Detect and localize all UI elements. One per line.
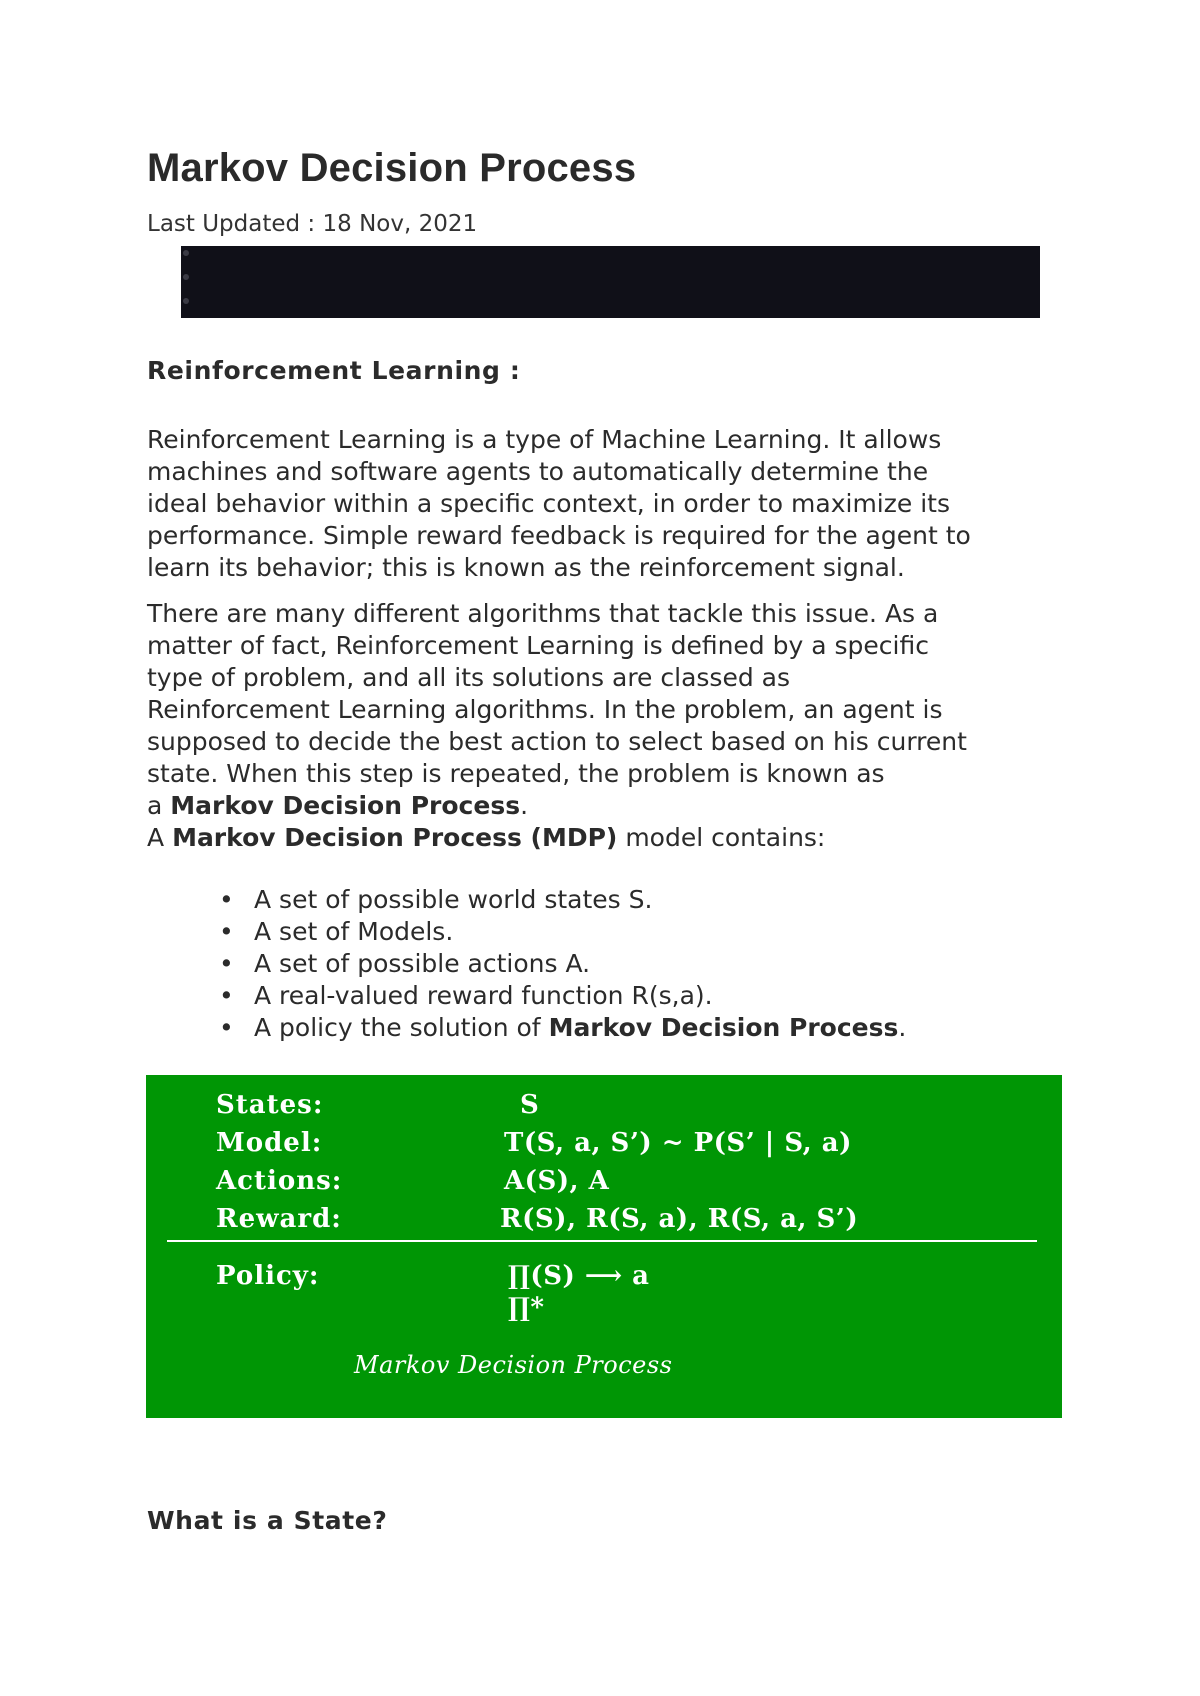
actions-label: Actions: [216,1166,343,1196]
list-item-text: . [898,1013,907,1042]
mdp-summary-figure [146,1075,1062,1418]
paragraph-rl-algorithms [147,598,1067,854]
text-line [147,822,1067,854]
text-line: Reinforcement Learning is a type of Machine Learning. It allows [147,425,942,454]
text-run: a [147,791,171,820]
text-line: learn its behavior; this is known as the reinforcement signal. [147,553,905,582]
list-item [147,916,906,948]
text-line [147,790,1067,822]
bold-term: Markov Decision Process (MDP) [172,823,618,852]
list-item [147,948,906,980]
reward-label: Reward: [216,1204,342,1234]
list-item-text: A policy the solution of [254,1013,549,1042]
bar-dot [183,298,189,304]
text-run: model contains: [617,823,826,852]
model-label: Model: [216,1128,323,1158]
redacted-toolbar [181,246,1040,318]
paragraph-rl-intro [147,424,1067,584]
states-label: States: [216,1090,324,1120]
list-item-text: A set of possible actions A. [254,949,591,978]
text-line: performance. Simple reward feedback is required for the agent to [147,521,971,550]
page-title: Markov Decision Process [147,146,637,190]
list-item [147,980,906,1012]
bullet-icon: • [219,885,234,914]
figure-caption: Markov Decision Process [354,1351,673,1379]
heading-what-is-a-state: What is a State? [147,1506,388,1535]
bar-dot [183,250,189,256]
bar-dot [183,274,189,280]
model-value: T(S, a, S’) ~ P(S’ | S, a) [504,1128,852,1158]
text-line: ideal behavior within a specific context, in order to maximize its [147,489,950,518]
text-run: A [147,823,173,852]
bullet-icon: • [219,917,234,946]
actions-value: A(S), A [504,1166,610,1196]
text-run: . [520,791,529,820]
text-line: machines and software agents to automatically determine the [147,457,929,486]
heading-reinforcement-learning: Reinforcement Learning : [147,356,521,385]
policy-value: ∏(S) ⟶ a [508,1261,650,1291]
list-item-text: A set of Models. [254,917,454,946]
policy-label: Policy: [216,1261,320,1291]
states-value: S [520,1090,540,1120]
text-line: Reinforcement Learning algorithms. In the problem, an agent is [147,695,943,724]
bold-term: Markov Decision Process [548,1013,899,1042]
text-line: type of problem, and all its solutions are classed as [147,663,790,692]
list-item [147,884,906,916]
list-item [147,1012,906,1044]
text-line: state. When this step is repeated, the problem is known as [147,759,885,788]
text-line: There are many different algorithms that tackle this issue. As a [147,599,939,628]
divider [167,1240,1037,1242]
last-updated: Last Updated : 18 Nov, 2021 [147,211,478,237]
bullet-icon: • [219,981,234,1010]
mdp-components-list [147,884,906,1044]
bullet-icon: • [219,1013,234,1042]
optimal-policy-value: ∏* [508,1293,545,1323]
bullet-icon: • [219,949,234,978]
list-item-text: A real-valued reward function R(s,a). [254,981,713,1010]
text-line: supposed to decide the best action to select based on his current [147,727,967,756]
list-item-text: A set of possible world states S. [254,885,653,914]
text-line: matter of fact, Reinforcement Learning is defined by a specific [147,631,929,660]
reward-value: R(S), R(S, a), R(S, a, S’) [500,1204,859,1234]
bold-term: Markov Decision Process [170,791,521,820]
